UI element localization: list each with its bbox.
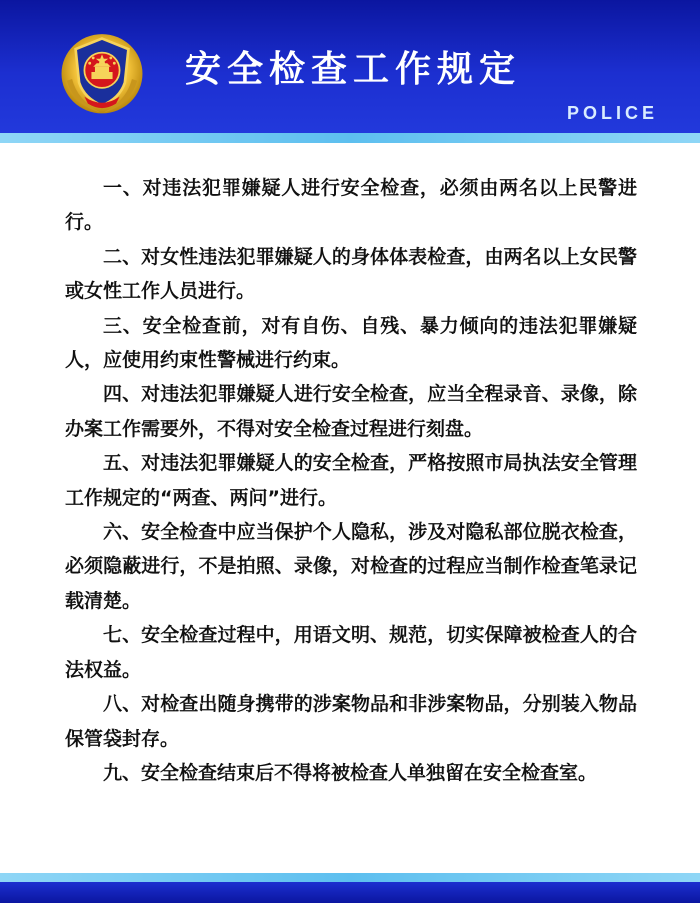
rule-item: 三、安全检查前，对有自伤、自残、暴力倾向的违法犯罪嫌疑人，应使用约束性警械进行约束。 (65, 314, 637, 372)
header-stripe (0, 133, 700, 143)
rule-item: 四、对违法犯罪嫌疑人进行安全检查，应当全程录音、录像，除办案工作需要外，不得对安全检查过程进行刻盘。 (65, 383, 637, 440)
rule-item: 一、对违法犯罪嫌疑人进行安全检查，必须由两名以上民警进行。 (65, 177, 637, 234)
footer-stripe (0, 873, 700, 882)
rule-item: 二、对女性违法犯罪嫌疑人的身体体表检查，由两名以上女民警或女性工作人员进行。 (65, 245, 637, 303)
header-banner (0, 0, 700, 133)
page-title: 安全检查工作规定 (185, 49, 522, 90)
police-emblem-icon (58, 28, 146, 116)
rule-item: 八、对检查出随身携带的涉案物品和非涉案物品，分别装入物品保管袋封存。 (65, 693, 637, 750)
footer-banner (0, 882, 700, 903)
rules-list (65, 171, 637, 790)
police-badge-text: POLICE (566, 103, 658, 123)
rule-item: 五、对违法犯罪嫌疑人的安全检查，严格按照市局执法安全管理工作规定的“两查、两问”进行。 (65, 452, 637, 509)
rule-item: 六、安全检查中应当保护个人隐私，涉及对隐私部位脱衣检查，必须隐蔽进行，不是拍照、录像，对检查的过程应当制作检查笔录记载清楚。 (65, 521, 637, 612)
rule-item: 九、安全检查结束后不得将被检查人单独留在安全检查室。 (103, 761, 598, 784)
rule-item: 七、安全检查过程中，用语文明、规范，切实保障被检查人的合法权益。 (65, 624, 637, 681)
